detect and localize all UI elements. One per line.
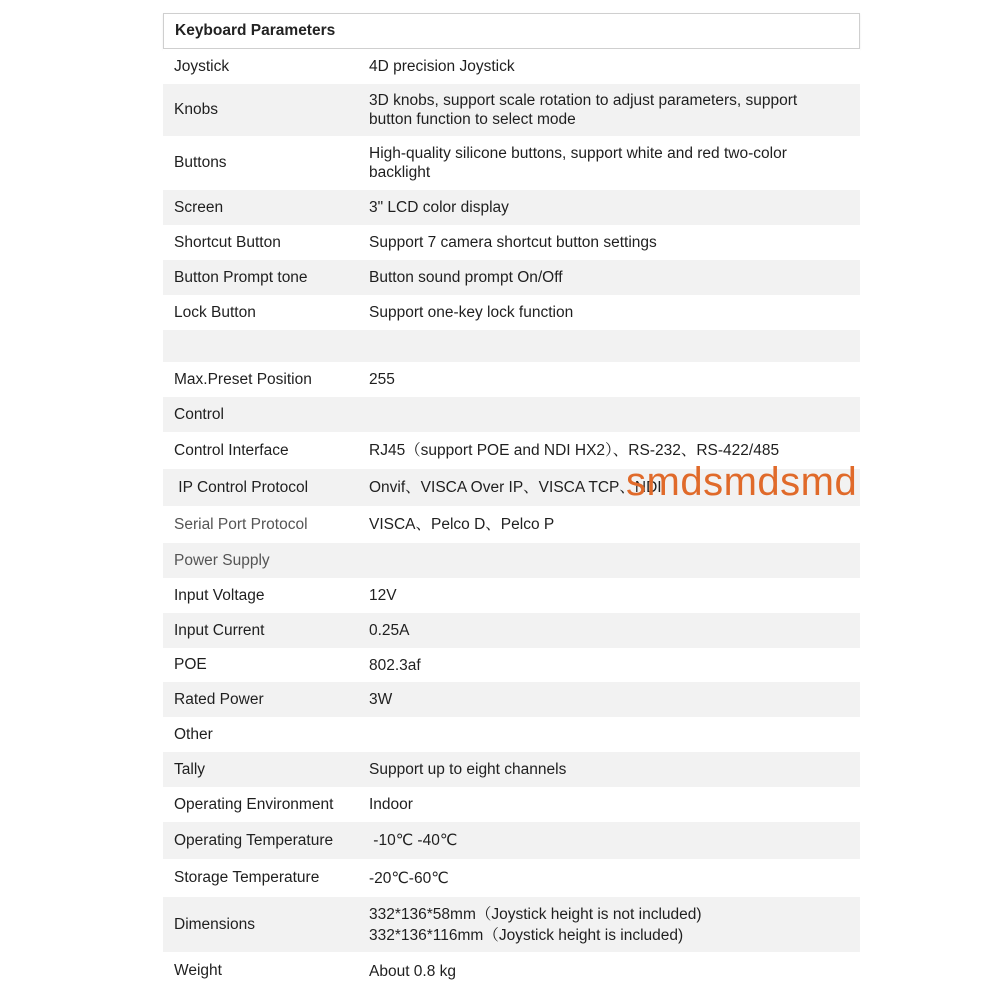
row-key: Button Prompt tone bbox=[174, 268, 308, 286]
table-row bbox=[163, 84, 860, 136]
row-value: Support one-key lock function bbox=[369, 304, 574, 321]
row-key: Power Supply bbox=[174, 551, 270, 569]
table-header bbox=[163, 13, 860, 49]
row-key: Joystick bbox=[174, 57, 230, 75]
table-row bbox=[163, 682, 860, 717]
row-value: Support up to eight channels bbox=[369, 761, 567, 778]
row-value: RJ45（support POE and NDI HX2）、RS-232、RS-422/485 bbox=[369, 442, 780, 459]
table-row bbox=[163, 578, 860, 613]
table-row bbox=[163, 225, 860, 260]
table-row bbox=[163, 260, 860, 295]
table-row bbox=[163, 787, 860, 822]
row-key: Operating Environment bbox=[174, 795, 334, 813]
row-key: Control bbox=[174, 405, 224, 423]
row-value: 255 bbox=[369, 371, 395, 388]
watermark-text: smdsmdsmd bbox=[626, 460, 858, 504]
row-value: Button sound prompt On/Off bbox=[369, 269, 563, 286]
row-key: Shortcut Button bbox=[174, 233, 281, 251]
row-key: Rated Power bbox=[174, 690, 264, 708]
table-row bbox=[163, 49, 860, 84]
row-key: Other bbox=[174, 725, 213, 743]
table-row bbox=[163, 859, 860, 897]
table-row bbox=[163, 136, 860, 190]
row-value: 4D precision Joystick bbox=[369, 58, 515, 75]
row-value: 802.3af bbox=[369, 656, 421, 674]
row-key: Max.Preset Position bbox=[174, 370, 312, 388]
row-key: POE bbox=[174, 656, 207, 673]
row-key: Tally bbox=[174, 760, 206, 778]
row-key: Screen bbox=[174, 198, 224, 216]
row-value: Support 7 camera shortcut button settings bbox=[369, 234, 657, 251]
table-row bbox=[163, 190, 860, 225]
row-key: Input Current bbox=[174, 621, 265, 639]
row-value: 3" LCD color display bbox=[369, 199, 509, 216]
section-row-power bbox=[163, 543, 860, 578]
row-key: Lock Button bbox=[174, 303, 256, 321]
row-key: Storage Temperature bbox=[174, 869, 320, 886]
row-key: Buttons bbox=[174, 154, 227, 171]
row-value: Indoor bbox=[369, 796, 413, 813]
table-row bbox=[163, 897, 860, 952]
row-key: Knobs bbox=[174, 101, 218, 118]
row-key: IP Control Protocol bbox=[174, 478, 309, 496]
row-value: VISCA、Pelco D、Pelco P bbox=[369, 516, 555, 533]
row-key: Input Voltage bbox=[174, 586, 265, 604]
table-row bbox=[163, 952, 860, 990]
row-value: 332*136*58mm（Joystick height is not included) 332*136*116mm（Joystick height is included) bbox=[369, 905, 702, 944]
table-row bbox=[163, 506, 860, 543]
table-row bbox=[163, 822, 860, 859]
row-value: 0.25A bbox=[369, 622, 410, 639]
row-value: High-quality silicone buttons, support white and red two-color backlight bbox=[369, 145, 787, 181]
table-row bbox=[163, 362, 860, 397]
row-value: About 0.8 kg bbox=[369, 962, 457, 980]
table-row-empty bbox=[163, 330, 860, 362]
row-value: Onvif、VISCA Over IP、VISCA TCP、NDI bbox=[369, 479, 662, 496]
section-row-other bbox=[163, 717, 860, 752]
row-value: 3W bbox=[369, 691, 393, 708]
table-row bbox=[163, 295, 860, 330]
row-key: Control Interface bbox=[174, 441, 289, 459]
table-title: Keyboard Parameters bbox=[175, 22, 336, 39]
row-value: 12V bbox=[369, 587, 397, 604]
table-row bbox=[163, 648, 860, 682]
row-value: 3D knobs, support scale rotation to adjust parameters, support button function to select mode bbox=[369, 92, 798, 128]
table-row bbox=[163, 613, 860, 648]
table-row bbox=[163, 752, 860, 787]
row-value: -10℃ -40℃ bbox=[369, 832, 458, 849]
row-key: Operating Temperature bbox=[174, 831, 334, 849]
row-key: Weight bbox=[174, 962, 222, 979]
row-key: Serial Port Protocol bbox=[174, 515, 308, 533]
row-value: -20℃-60℃ bbox=[369, 869, 449, 887]
section-row-control bbox=[163, 397, 860, 432]
row-key: Dimensions bbox=[174, 915, 255, 933]
